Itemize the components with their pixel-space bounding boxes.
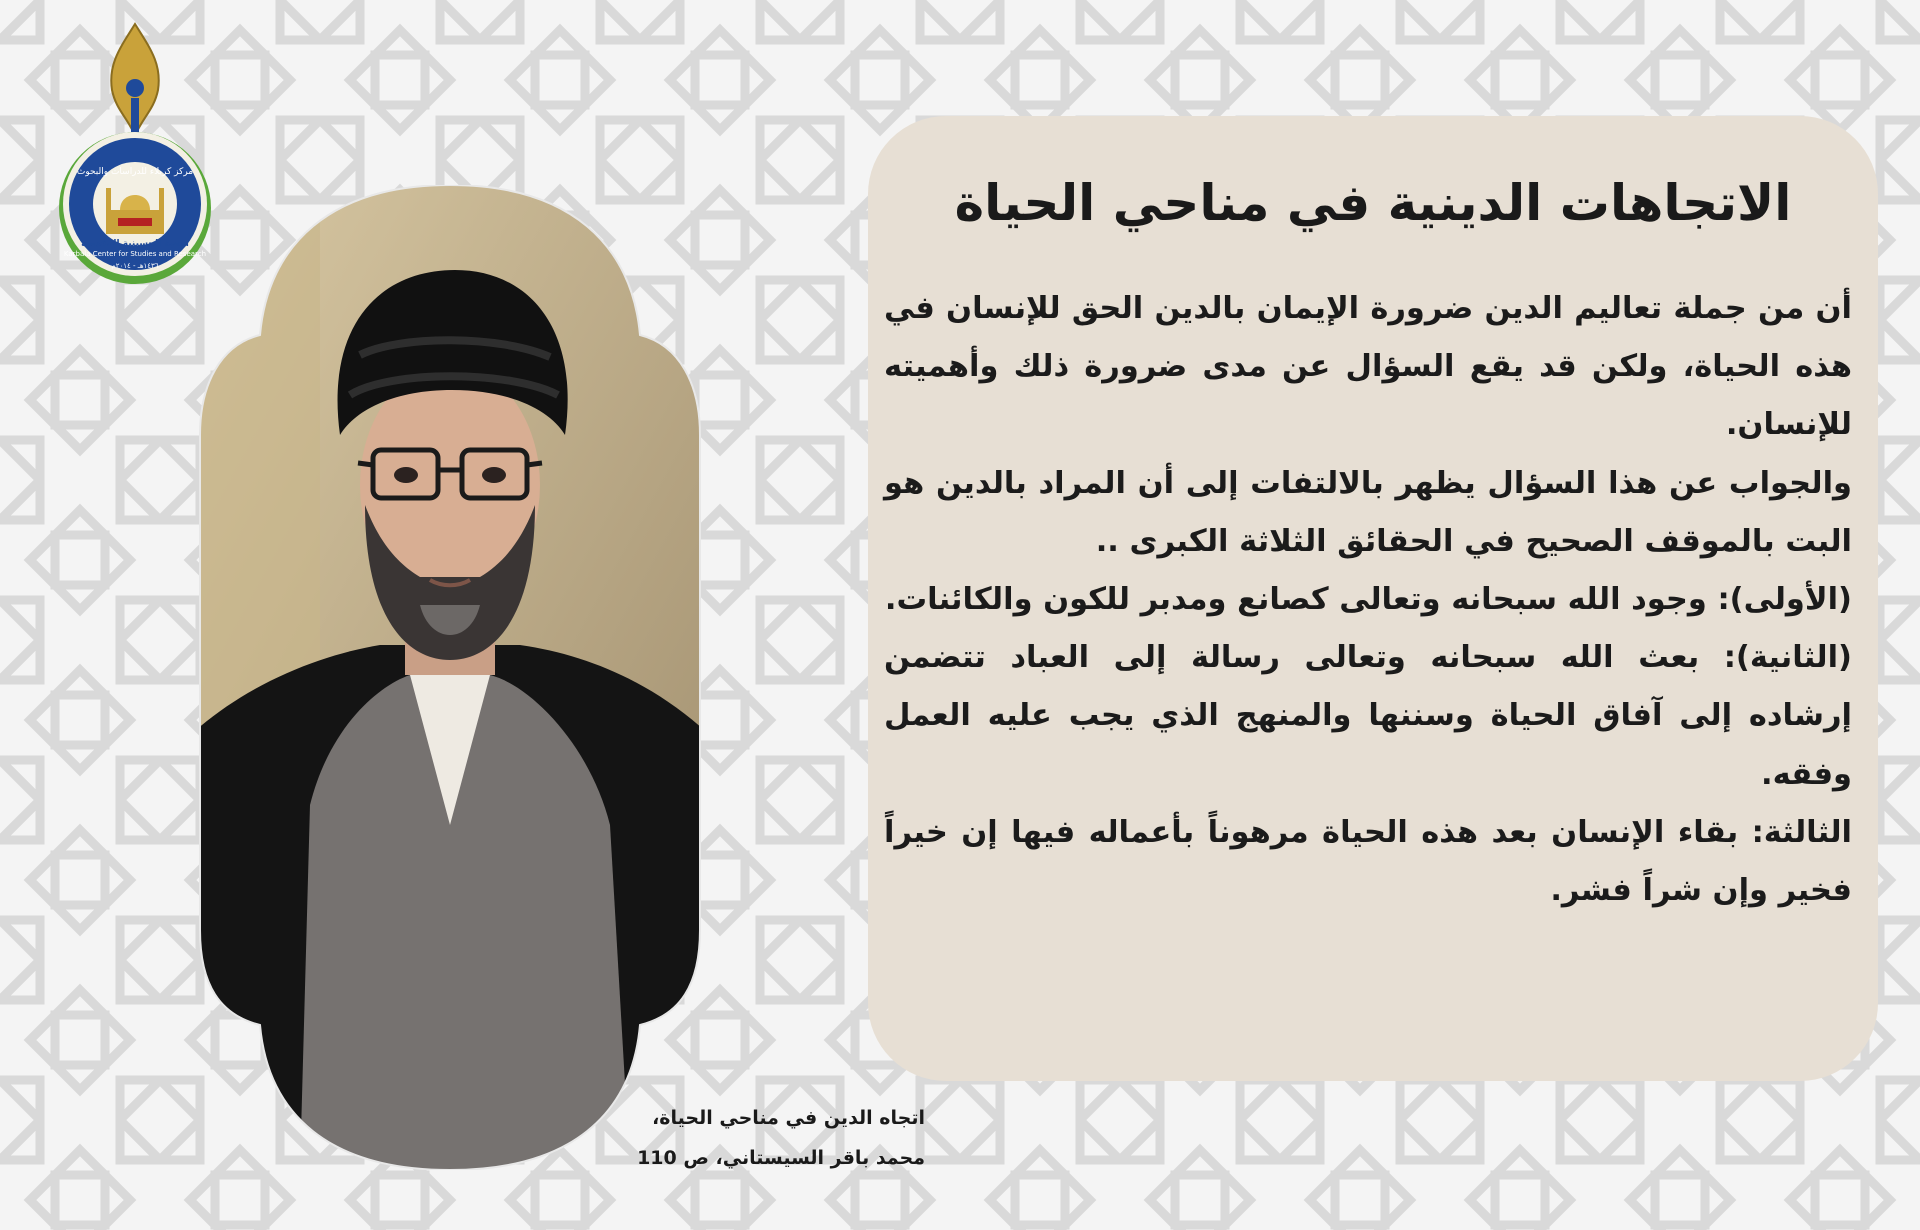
paragraph-3: (الأولى): وجود الله سبحانه وتعالى كصانع ومدبر للكون والكائنات. (884, 582, 1852, 618)
text-panel (868, 116, 1878, 1081)
citation (570, 1098, 925, 1178)
paragraph-1: أن من جملة تعاليم الدين ضرورة الإيمان بالدين الحق للإنسان في هذه الحياة، ولكن قد يقع السؤال عن مدى ضرورة ذلك وأهميته للإنسان. (884, 291, 1852, 443)
logo-date-text: ١٤٣٦هـ - ٢٠١٤م (111, 262, 159, 270)
portrait-photo (180, 185, 720, 1170)
pen-nib-icon (111, 24, 159, 138)
logo-center-text: العتبة الحسينية المقدسة (81, 239, 189, 249)
panel-title: الاتجاهات الدينية في مناحي الحياة (954, 174, 1792, 232)
citation-line-1: اتجاه الدين في مناحي الحياة، (652, 1107, 925, 1129)
panel-body (884, 280, 1852, 920)
paragraph-4: (الثانية): بعث الله سبحانه وتعالى رسالة إلى العباد تتضمن إرشاده إلى آفاق الحياة وسننها والمنهج الذي يجب عليه العمل وفقه. (884, 640, 1852, 792)
paragraph-5: الثالثة: بقاء الإنسان بعد هذه الحياة مرهوناً بأعماله فيها إن خيراً فخير وإن شراً فشر. (884, 814, 1852, 909)
logo-ring-text: مركز كربلاء للدراسات والبحوث (76, 167, 194, 177)
citation-line-2: محمد باقر السيستاني، ص 110 (637, 1147, 925, 1169)
paragraph-2: والجواب عن هذا السؤال يظهر بالالتفات إلى أن المراد بالدين هو البت بالموقف الصحيح في الحقائق الثلاثة الكبرى .. (884, 465, 1852, 559)
logo-ring-text-en: Karbala Center for Studies and Research (63, 250, 207, 258)
